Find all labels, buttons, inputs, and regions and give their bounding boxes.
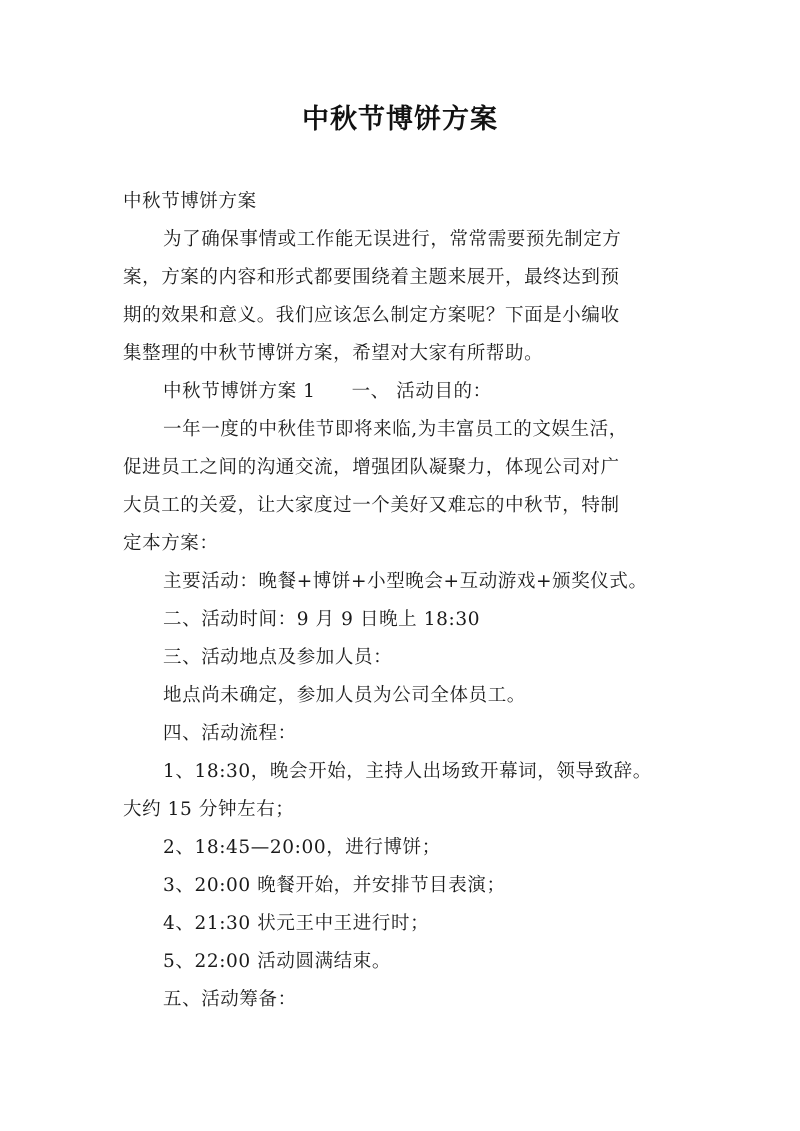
paragraph-line: 地点尚未确定，参加人员为公司全体员工。: [163, 685, 526, 706]
paragraph-line: 4、21:30 状元王中王进行时；: [163, 913, 430, 934]
paragraph-line: 5、22:00 活动圆满结束。: [163, 951, 391, 972]
paragraph-line: 案，方案的内容和形式都要围绕着主题来展开，最终达到预: [123, 267, 620, 288]
paragraph-line: 定本方案：: [123, 533, 219, 554]
paragraph-line: 五、活动筹备：: [163, 989, 297, 1010]
paragraph-line: 期的效果和意义。我们应该怎么制定方案呢？下面是小编收: [123, 305, 620, 326]
paragraph-line: 三、活动地点及参加人员：: [163, 647, 393, 668]
paragraph-line: 为了确保事情或工作能无误进行，常常需要预先制定方: [163, 229, 622, 250]
paragraph-line: 主要活动：晚餐+博饼+小型晚会+互动游戏+颁奖仪式。: [163, 571, 648, 592]
paragraph-line: 一年一度的中秋佳节即将来临,为丰富员工的文娱生活，: [163, 419, 628, 440]
document-body: [123, 183, 683, 1019]
paragraph-line: 促进员工之间的沟通交流，增强团队凝聚力，体现公司对广: [123, 457, 620, 478]
plan-subtitle: 中秋节博饼方案 1: [163, 381, 316, 402]
section-heading-line: [123, 373, 683, 411]
paragraph-line: 1、18:30，晚会开始，主持人出场致开幕词，领导致辞。: [163, 761, 652, 782]
section-heading: 一、 活动目的：: [351, 381, 492, 402]
paragraph-line: 大约 15 分钟左右；: [123, 799, 295, 820]
paragraph-line: 集整理的中秋节博饼方案，希望对大家有所帮助。: [123, 343, 544, 364]
paragraph-line: 3、20:00 晚餐开始，并安排节目表演；: [163, 875, 506, 896]
document-title: 中秋节博饼方案: [302, 104, 498, 135]
paragraph-line: 四、活动流程：: [163, 723, 297, 744]
paragraph-line: 2、18:45—20:00，进行博饼；: [163, 837, 441, 858]
paragraph-line: 二、活动时间：9 月 9 日晚上 18:30: [163, 609, 481, 630]
paragraph-line: 大员工的关爱，让大家度过一个美好又难忘的中秋节，特制: [123, 495, 620, 516]
paragraph-line: 中秋节博饼方案: [123, 191, 257, 212]
